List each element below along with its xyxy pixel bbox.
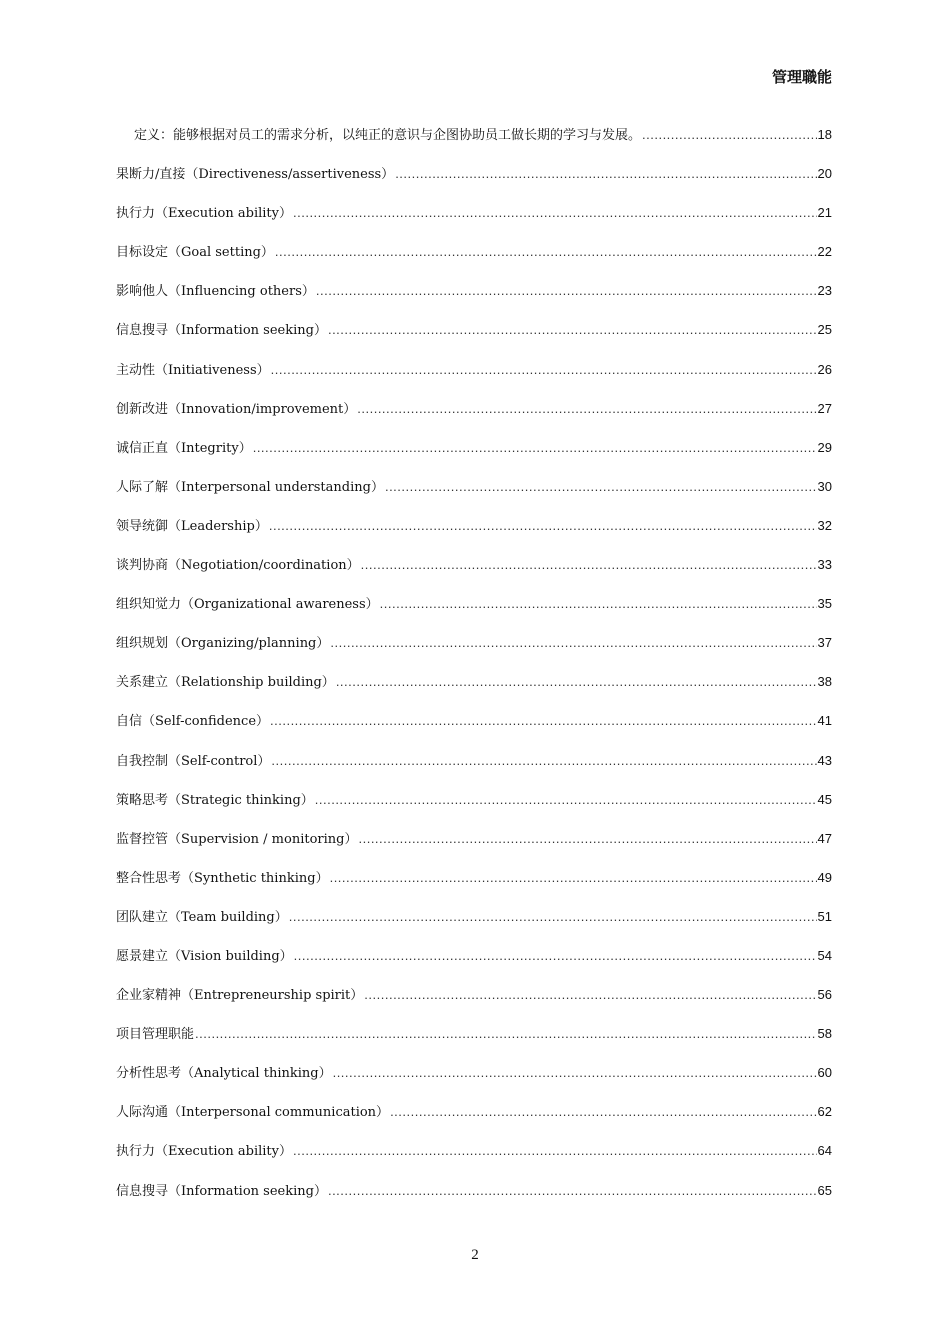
- toc-entry[interactable]: [116, 515, 832, 554]
- toc-leader-dots: [289, 909, 817, 924]
- toc-entry[interactable]: [116, 593, 832, 632]
- toc-leader-dots: [380, 596, 817, 611]
- toc-entry-label[interactable]: 人际了解（Interpersonal understanding）: [116, 479, 384, 495]
- toc-entry-label[interactable]: 创新改进（Innovation/improvement）: [116, 401, 357, 417]
- toc-entry-label[interactable]: 人际沟通（Interpersonal communication）: [116, 1105, 390, 1121]
- toc-entry-label[interactable]: 定义：能够根据对员工的需求分析，以纯正的意识与企图协助员工做长期的学习与发展。: [134, 128, 642, 143]
- toc-leader-dots: [390, 1104, 816, 1119]
- toc-entry[interactable]: [116, 1180, 832, 1219]
- toc-leader-dots: [361, 557, 817, 572]
- toc-entry[interactable]: [116, 1140, 832, 1179]
- toc-entry-page[interactable]: 29: [817, 439, 832, 455]
- toc-entry-page[interactable]: 49: [817, 869, 832, 885]
- toc-entry[interactable]: [116, 554, 832, 593]
- toc-entry[interactable]: [116, 867, 832, 906]
- toc-leader-dots: [358, 831, 816, 846]
- toc-entry[interactable]: [116, 163, 832, 202]
- toc-leader-dots: [293, 1143, 817, 1158]
- toc-leader-dots: [328, 1183, 817, 1198]
- toc-leader-dots: [271, 362, 817, 377]
- toc-entry[interactable]: [116, 476, 832, 515]
- toc-entry-page[interactable]: 38: [817, 674, 832, 690]
- toc-entry-label[interactable]: 自我控制（Self-control）: [116, 753, 271, 769]
- toc-entry-page[interactable]: 45: [817, 791, 832, 807]
- toc-leader-dots: [271, 753, 816, 768]
- toc-entry[interactable]: [116, 1062, 832, 1101]
- toc-entry-label[interactable]: 主动性（Initiativeness）: [116, 362, 270, 378]
- toc-entry-label[interactable]: 愿景建立（Vision building）: [116, 948, 293, 964]
- toc-entry[interactable]: [116, 750, 832, 789]
- toc-leader-dots: [315, 792, 817, 807]
- toc-entry-page[interactable]: 35: [817, 596, 832, 612]
- toc-entry[interactable]: [116, 671, 832, 710]
- toc-entry-page[interactable]: 65: [817, 1182, 832, 1198]
- toc-entry[interactable]: [116, 241, 832, 280]
- toc-entry-label[interactable]: 目标设定（Goal setting）: [116, 245, 274, 261]
- toc-entry-page[interactable]: 27: [817, 400, 832, 416]
- toc-entry[interactable]: [116, 437, 832, 476]
- toc-entry-page[interactable]: 56: [817, 987, 832, 1003]
- toc-leader-dots: [330, 870, 817, 885]
- page-header-title: 管理職能: [771, 68, 832, 86]
- toc-entry-page[interactable]: 64: [817, 1143, 832, 1159]
- toc-entry-label[interactable]: 团队建立（Team building）: [116, 909, 288, 925]
- toc-entry-label[interactable]: 信息搜寻（Information seeking）: [116, 1183, 327, 1199]
- toc-leader-dots: [395, 166, 816, 181]
- toc-entry-label[interactable]: 关系建立（Relationship building）: [116, 675, 335, 691]
- toc-leader-dots: [364, 987, 816, 1002]
- toc-entry-page[interactable]: 43: [817, 752, 832, 768]
- toc-entry[interactable]: [116, 710, 832, 749]
- toc-entry[interactable]: [116, 398, 832, 437]
- toc-entry-label[interactable]: 分析性思考（Analytical thinking）: [116, 1066, 332, 1082]
- toc-entry[interactable]: [116, 124, 832, 163]
- toc-entry-label[interactable]: 信息搜寻（Information seeking）: [116, 323, 327, 339]
- toc-entry-label[interactable]: 企业家精神（Entrepreneurship spirit）: [116, 988, 364, 1004]
- toc-leader-dots: [293, 205, 817, 220]
- toc-entry-page[interactable]: 47: [817, 830, 832, 846]
- toc-entry-page[interactable]: 25: [817, 322, 832, 338]
- toc-entry-label[interactable]: 领导统御（Leadership）: [116, 518, 268, 534]
- toc-entry-page[interactable]: 21: [817, 205, 832, 221]
- toc-entry-label[interactable]: 影响他人（Influencing others）: [116, 284, 315, 300]
- toc-entry[interactable]: [116, 1023, 832, 1062]
- toc-entry[interactable]: [116, 319, 832, 358]
- toc-entry-page[interactable]: 26: [817, 361, 832, 377]
- toc-entry-page[interactable]: 32: [817, 517, 832, 533]
- toc-entry-label[interactable]: 监督控管（Supervision / monitoring）: [116, 831, 358, 847]
- toc-entry[interactable]: [116, 1101, 832, 1140]
- toc-entry-label[interactable]: 组织规划（Organizing/planning）: [116, 636, 330, 652]
- toc-entry-page[interactable]: 62: [817, 1104, 832, 1120]
- toc-leader-dots: [330, 635, 816, 650]
- toc-entry-page[interactable]: 51: [817, 908, 832, 924]
- toc-entry-page[interactable]: 37: [817, 635, 832, 651]
- toc-leader-dots: [275, 244, 817, 259]
- toc-entry-label[interactable]: 自信（Self-confidence）: [116, 714, 270, 730]
- toc-entry[interactable]: [116, 984, 832, 1023]
- toc-entry[interactable]: [116, 789, 832, 828]
- toc-entry[interactable]: [116, 828, 832, 867]
- toc-leader-dots: [385, 479, 817, 494]
- toc-entry-label[interactable]: 整合性思考（Synthetic thinking）: [116, 870, 329, 886]
- toc-leader-dots: [316, 283, 817, 298]
- toc-entry-page[interactable]: 23: [817, 283, 832, 299]
- toc-leader-dots: [357, 401, 816, 416]
- toc-entry-page[interactable]: 30: [817, 478, 832, 494]
- toc-entry[interactable]: [116, 906, 832, 945]
- toc-leader-dots: [195, 1026, 817, 1041]
- toc-leader-dots: [294, 948, 817, 963]
- toc-entry-label[interactable]: 果断力/直接（Directiveness/assertiveness）: [116, 167, 395, 183]
- page-number: 2: [471, 1247, 479, 1263]
- toc-entry-page[interactable]: 18: [817, 127, 832, 142]
- toc-leader-dots: [253, 440, 817, 455]
- toc-entry-page[interactable]: 20: [817, 166, 832, 182]
- toc-entry-label[interactable]: 执行力（Execution ability）: [116, 206, 292, 222]
- toc-entry-page[interactable]: 60: [817, 1065, 832, 1081]
- toc-entry[interactable]: [116, 632, 832, 671]
- toc-leader-dots: [270, 713, 817, 728]
- table-of-contents: [116, 124, 832, 1219]
- toc-entry-label[interactable]: 组织知觉力（Organizational awareness）: [116, 597, 379, 613]
- toc-entry[interactable]: [116, 359, 832, 398]
- toc-entry-page[interactable]: 33: [817, 557, 832, 573]
- toc-leader-dots: [269, 518, 817, 533]
- toc-entry-label[interactable]: 策略思考（Strategic thinking）: [116, 792, 314, 808]
- toc-entry-page[interactable]: 58: [817, 1026, 832, 1042]
- toc-leader-dots: [333, 1065, 817, 1080]
- toc-entry-page[interactable]: 22: [817, 244, 832, 260]
- toc-entry-label[interactable]: 谈判协商（Negotiation/coordination）: [116, 558, 360, 574]
- toc-entry[interactable]: [116, 280, 832, 319]
- toc-entry[interactable]: [116, 202, 832, 241]
- toc-entry-label[interactable]: 执行力（Execution ability）: [116, 1144, 292, 1160]
- toc-entry-label[interactable]: 项目管理职能: [116, 1027, 195, 1043]
- toc-leader-dots: [642, 127, 817, 142]
- toc-leader-dots: [328, 322, 817, 337]
- toc-entry-page[interactable]: 41: [817, 713, 832, 729]
- toc-entry[interactable]: [116, 945, 832, 984]
- toc-leader-dots: [336, 674, 817, 689]
- toc-entry-page[interactable]: 54: [817, 947, 832, 963]
- toc-entry-label[interactable]: 诚信正直（Integrity）: [116, 440, 252, 456]
